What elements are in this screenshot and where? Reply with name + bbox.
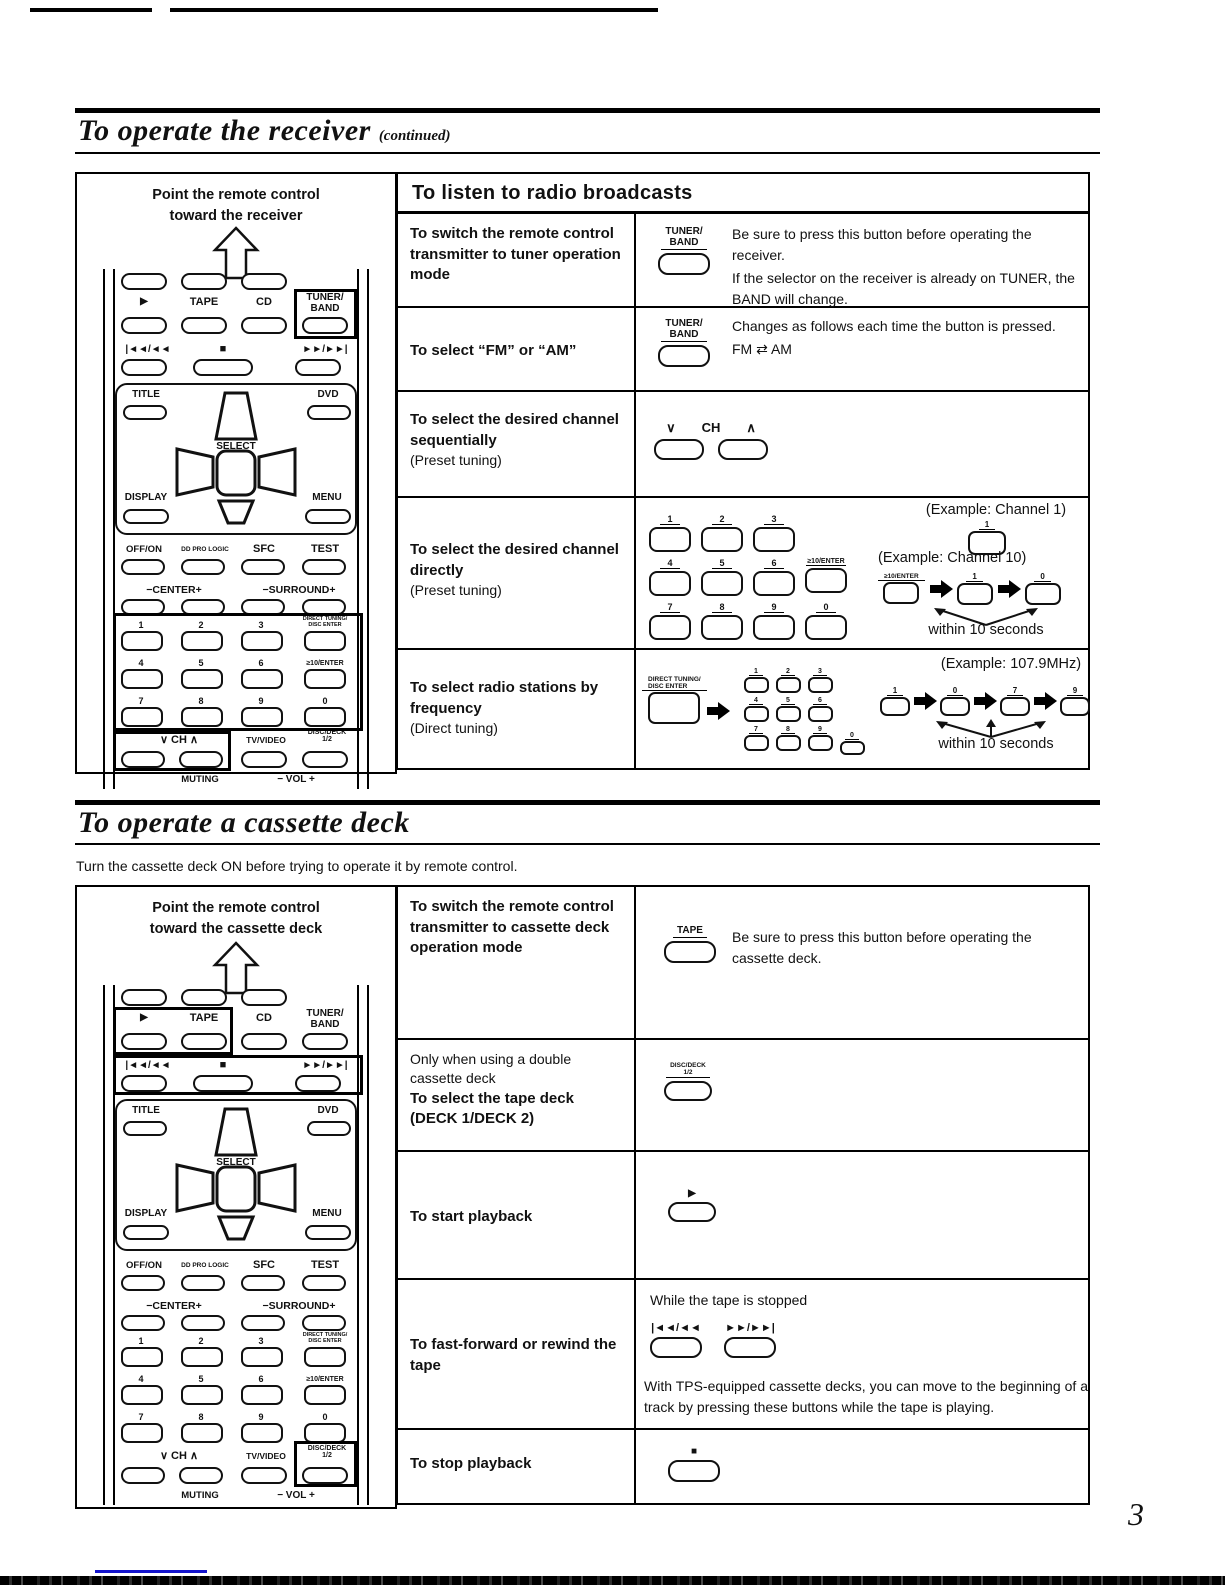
- row-description: Be sure to press this button before operating the receiver. If the selector on the receiver is already on TUNER, the BAND will change.: [732, 226, 1075, 307]
- digit-0-button: [304, 1423, 346, 1443]
- volume-label: − VOL +: [277, 1490, 315, 1501]
- rewind-skip-icon: |◄◄/◄◄: [125, 344, 171, 355]
- row-condition: While the tape is stopped: [650, 1292, 808, 1308]
- row-action: To select the desired channel directly (Preset tuning): [398, 498, 636, 648]
- surround-minus-button: [241, 1315, 285, 1331]
- table-row: [398, 1430, 1088, 1503]
- row-content: [636, 1430, 1088, 1503]
- digit-key: [776, 677, 801, 693]
- section1-title-note: (continued): [378, 128, 451, 144]
- ge10-enter-label: ≥10/ENTER: [306, 660, 344, 667]
- direct-tuning-label: DIRECT TUNING/ DISC ENTER: [302, 1332, 348, 1344]
- dvd-button: [307, 405, 351, 420]
- section2-title: [78, 806, 410, 840]
- rewind-skip-icon: |◄◄/◄◄: [125, 1060, 171, 1071]
- ge10-enter-key: [805, 568, 847, 593]
- block-arrow-icon: [973, 692, 997, 710]
- play-button: [121, 317, 167, 334]
- row-action: To select the desired channel sequentially (Preset tuning): [398, 392, 636, 496]
- select-label: SELECT: [216, 1157, 256, 1168]
- table-row: [398, 1280, 1088, 1430]
- tv-video-button: [241, 1467, 287, 1484]
- channel-highlight-box: [113, 731, 231, 771]
- surround-level-label: −SURROUND+: [262, 1300, 336, 1312]
- remote-button: [181, 989, 227, 1006]
- forward-skip-icon: ►►/►►|: [302, 1060, 348, 1071]
- remote-button: [121, 989, 167, 1006]
- row-action: To fast-forward or rewind the tape: [398, 1280, 636, 1428]
- within-caption: within 10 seconds: [928, 622, 1044, 638]
- remote-button: [241, 989, 287, 1006]
- channel-up-glyph: ∧: [746, 420, 756, 435]
- title-button: [123, 405, 167, 420]
- row-content: [636, 498, 1088, 648]
- digit-2-label: 2: [198, 1336, 204, 1346]
- center-level-label: −CENTER+: [146, 584, 202, 596]
- disc-deck-key: [664, 1062, 712, 1101]
- tape-key-shape: [664, 941, 716, 963]
- ge10-enter-button: [304, 1385, 346, 1405]
- dpad-icon: [173, 389, 299, 529]
- disc-deck-key-shape: [664, 1081, 712, 1101]
- digit-key: [744, 735, 769, 751]
- sfc-label: SFC: [253, 1259, 275, 1271]
- tuner-band-key: [658, 226, 710, 275]
- receiver-remote-panel: [75, 172, 397, 785]
- digit-key: [649, 527, 691, 552]
- surround-plus-button: [302, 1315, 346, 1331]
- scan-artifact-blue-line: [95, 1570, 207, 1573]
- block-arrow-icon: [1033, 692, 1057, 710]
- direct-tuning-button: [304, 1347, 346, 1367]
- digit-key: [701, 615, 743, 640]
- example-caption: (Example: Channel 1): [925, 502, 1067, 518]
- cd-button: [241, 1033, 287, 1050]
- muting-label: MUTING: [181, 1490, 219, 1501]
- off-on-label: OFF/ON: [126, 1260, 162, 1271]
- digit-key: [744, 706, 769, 722]
- surround-level-label: −SURROUND+: [262, 584, 336, 596]
- channel-updown-label: ∨ CH ∧: [159, 1450, 199, 1462]
- scan-artifact-line: [170, 8, 658, 12]
- scan-edge-noise: [0, 1576, 1225, 1585]
- pro-logic-label: DD PRO LOGIC: [181, 546, 229, 553]
- menu-label: MENU: [312, 1208, 342, 1219]
- stop-key-shape: [668, 1460, 720, 1482]
- digit-9-button: [241, 1423, 283, 1443]
- rewind-key: [650, 1322, 702, 1358]
- example-key: 7: [1000, 686, 1030, 716]
- play-tape-highlight-box: [113, 1007, 233, 1055]
- remote-body-edge: [103, 985, 105, 1505]
- forward-key: [724, 1322, 776, 1358]
- numeric-keypad: 1 2 3 4 5 6 ≥10/ENTER 7 8 9 0: [644, 514, 852, 646]
- tape-button: [181, 317, 227, 334]
- stop-key: [668, 1446, 720, 1482]
- digit-6-label: 6: [258, 658, 264, 668]
- page-number: 3: [1128, 1496, 1144, 1532]
- tuner-band-label: TUNER/ BAND: [306, 1008, 344, 1030]
- pro-logic-button: [181, 559, 225, 575]
- digit-9-label: 9: [258, 696, 264, 706]
- digit-2-button: [181, 1347, 223, 1367]
- direct-tuning-key: [642, 676, 707, 724]
- display-button: [123, 509, 169, 524]
- stop-icon: ■: [219, 343, 227, 355]
- select-label: SELECT: [216, 441, 256, 452]
- example-caption: (Example: Channel 10): [878, 550, 1027, 566]
- channel-label: CH: [701, 420, 721, 435]
- tuner-band-key-label: TUNER/ BAND: [661, 226, 706, 250]
- example-key-ge10: ≥10/ENTER: [878, 573, 925, 604]
- remote-button: [181, 273, 227, 290]
- navigation-cluster: [115, 383, 357, 535]
- channel-up-button: [179, 1467, 223, 1484]
- table-row: [398, 214, 1088, 308]
- digit-1-button: [121, 1347, 163, 1367]
- block-arrow-icon: [913, 692, 937, 710]
- digit-key: [701, 571, 743, 596]
- row-content: [636, 650, 1088, 768]
- tape-key: [664, 925, 716, 963]
- cd-label: CD: [256, 296, 272, 308]
- digit-8-button: [181, 1423, 223, 1443]
- forward-button: [295, 359, 341, 376]
- pro-logic-label: DD PRO LOGIC: [181, 1262, 229, 1269]
- tuner-band-label: TUNER/ BAND: [306, 292, 344, 314]
- section1-title: [78, 114, 450, 148]
- play-label: ▶: [140, 1012, 148, 1023]
- sfc-button: [241, 559, 285, 575]
- digit-9-label: 9: [258, 1412, 264, 1422]
- radio-broadcast-table: [396, 172, 1090, 770]
- test-label: TEST: [310, 543, 340, 555]
- volume-label: − VOL +: [277, 774, 315, 785]
- remote-control-diagram: [101, 269, 371, 789]
- section2-intro: Turn the cassette deck ON before trying to operate it by remote control.: [76, 858, 518, 874]
- table-row: [398, 308, 1088, 392]
- play-key-shape: [668, 1202, 716, 1222]
- digit-key: [649, 615, 691, 640]
- digit-key: [840, 741, 865, 755]
- display-button: [123, 1225, 169, 1240]
- tuner-band-key-shape: [658, 345, 710, 367]
- cassette-remote-panel: [75, 885, 397, 1509]
- disc-deck-label: DISC/DECK 1/2: [307, 1445, 347, 1460]
- cd-button: [241, 317, 287, 334]
- panel-caption: Point the remote control toward the cassette deck: [149, 900, 323, 938]
- digit-4-label: 4: [138, 1374, 144, 1384]
- digit-8-label: 8: [198, 696, 204, 706]
- cd-label: CD: [256, 1012, 272, 1024]
- row-action: To switch the remote control transmitter to cassette deck operation mode: [398, 887, 636, 1038]
- center-plus-button: [181, 1315, 225, 1331]
- digit-3-label: 3: [258, 1336, 264, 1346]
- menu-button: [305, 1225, 351, 1240]
- row-action: To start playback: [398, 1152, 636, 1278]
- digit-5-button: [181, 1385, 223, 1405]
- test-label: TEST: [310, 1259, 340, 1271]
- digit-key: [701, 527, 743, 552]
- muting-label: MUTING: [181, 774, 219, 785]
- off-on-label: OFF/ON: [126, 544, 162, 555]
- tape-label: TAPE: [189, 296, 219, 308]
- tape-key-label: TAPE: [673, 925, 707, 938]
- digit-4-label: 4: [138, 658, 144, 668]
- play-key: [668, 1188, 716, 1222]
- section-rule: [75, 152, 1100, 154]
- play-label: ▶: [140, 296, 148, 307]
- rewind-button: [121, 359, 167, 376]
- example-key-1: 1: [957, 572, 993, 605]
- digit-key: [805, 615, 847, 640]
- play-key-label: ▶: [688, 1188, 696, 1199]
- dvd-label: DVD: [317, 389, 339, 400]
- digit-6-button: [241, 1385, 283, 1405]
- digit-key: [808, 677, 833, 693]
- stop-icon: ■: [219, 1059, 227, 1071]
- sfc-label: SFC: [253, 543, 275, 555]
- test-button: [302, 559, 346, 575]
- transport-highlight-box: [113, 1055, 363, 1095]
- remote-diagram-cassette: [101, 985, 371, 1505]
- row-content: [636, 392, 1088, 496]
- tv-video-label: TV/VIDEO: [246, 1451, 286, 1461]
- example-key: 0: [940, 686, 970, 716]
- converge-arrows-icon: [916, 718, 1066, 738]
- direct-tuning-label: DIRECT TUNING/ DISC ENTER: [302, 616, 348, 628]
- digit-key: [753, 527, 795, 552]
- title-button: [123, 1121, 167, 1136]
- remote-button: [121, 273, 167, 290]
- panel-caption: Point the remote control toward the receiver: [152, 187, 320, 225]
- disc-deck-label: DISC/DECK 1/2: [307, 729, 347, 744]
- section1-title-text: To operate the receiver: [78, 114, 371, 147]
- digit-key: [753, 571, 795, 596]
- channel-up-key-shape: [718, 439, 768, 460]
- row-content: [636, 214, 1088, 306]
- digit-7-label: 7: [138, 696, 144, 706]
- digit-key: [808, 735, 833, 751]
- tuner-band-key-label: TUNER/ BAND: [661, 318, 706, 342]
- digit-5-label: 5: [198, 1374, 204, 1384]
- table-row: [398, 1040, 1088, 1152]
- keypad-highlight-box: [113, 613, 363, 731]
- off-on-button: [121, 559, 165, 575]
- stop-button: [193, 359, 253, 376]
- digit-4-button: [121, 1385, 163, 1405]
- row-description: Be sure to press this button before operating the cassette deck.: [732, 929, 1032, 966]
- dvd-button: [307, 1121, 351, 1136]
- rewind-skip-icon: |◄◄/◄◄: [651, 1322, 701, 1334]
- center-level-label: −CENTER+: [146, 1300, 202, 1312]
- block-arrow-icon: [997, 580, 1021, 598]
- block-arrow-icon: [929, 580, 953, 598]
- digit-8-label: 8: [198, 1412, 204, 1422]
- sfc-button: [241, 1275, 285, 1291]
- row-action: To select “FM” or “AM”: [398, 308, 636, 390]
- section-rule: [75, 108, 1100, 113]
- dvd-label: DVD: [317, 1105, 339, 1116]
- digit-key: [744, 677, 769, 693]
- off-on-button: [121, 1275, 165, 1291]
- menu-button: [305, 509, 351, 524]
- display-label: DISPLAY: [124, 492, 168, 503]
- pro-logic-button: [181, 1275, 225, 1291]
- mini-keypad: 1 2 3 4 5 6 7 8 9 0: [740, 668, 868, 755]
- tuner-band-highlight-box: [294, 289, 357, 339]
- title-label: TITLE: [132, 389, 160, 400]
- remote-control-diagram: [101, 985, 371, 1505]
- digit-6-label: 6: [258, 1374, 264, 1384]
- forward-skip-icon: ►►/►►|: [302, 344, 348, 355]
- remote-diagram-receiver: [101, 269, 371, 789]
- digit-3-button: [241, 1347, 283, 1367]
- remote-body-edge: [367, 985, 369, 1505]
- row-action: To switch the remote control transmitter to tuner operation mode: [398, 214, 636, 306]
- row-description: Changes as follows each time the button is pressed. FM ⇄ AM: [732, 318, 1056, 357]
- digit-1-label: 1: [138, 620, 144, 630]
- row-content: [636, 308, 1088, 390]
- disc-deck-button: [302, 751, 348, 768]
- dpad-icon: [173, 1105, 299, 1245]
- cassette-deck-table: [396, 885, 1090, 1505]
- channel-updown-label: ∨ CH ∧: [159, 734, 199, 746]
- table-row: [398, 1152, 1088, 1280]
- section-rule: [75, 843, 1100, 845]
- scan-artifact-line: [30, 8, 152, 12]
- example-key: 9: [1060, 686, 1090, 716]
- digit-0-label: 0: [322, 1412, 328, 1422]
- example-caption: (Example: 107.9MHz): [940, 656, 1082, 672]
- table-row: [398, 887, 1088, 1040]
- tv-video-label: TV/VIDEO: [246, 735, 286, 745]
- tape-label: TAPE: [189, 1012, 219, 1024]
- ge10-enter-label: ≥10/ENTER: [306, 1376, 344, 1383]
- digit-1-label: 1: [138, 1336, 144, 1346]
- digit-key: [776, 735, 801, 751]
- digit-7-button: [121, 1423, 163, 1443]
- example-key-1: 1: [968, 520, 1006, 555]
- table1-header: To listen to radio broadcasts: [398, 174, 1088, 214]
- section2-title-text: To operate a cassette deck: [78, 806, 410, 839]
- digit-3-label: 3: [258, 620, 264, 630]
- example-key-0: 0: [1025, 572, 1061, 605]
- row-content: [636, 887, 1088, 1038]
- direct-tuning-key-label: DIRECT TUNING/ DISC ENTER: [642, 676, 707, 691]
- example-key: 1: [880, 686, 910, 716]
- channel-down-glyph: ∨: [666, 420, 676, 435]
- within-caption: within 10 seconds: [938, 736, 1054, 752]
- disc-deck-key-label: DISC/DECK 1/2: [666, 1062, 710, 1078]
- remote-body-edge: [367, 269, 369, 789]
- tv-video-button: [241, 751, 287, 768]
- display-label: DISPLAY: [124, 1208, 168, 1219]
- remote-body-edge: [103, 269, 105, 789]
- digit-5-label: 5: [198, 658, 204, 668]
- row-content: [636, 1280, 1088, 1428]
- test-button: [302, 1275, 346, 1291]
- forward-key-shape: [724, 1337, 776, 1358]
- stop-key-label: ■: [690, 1446, 698, 1457]
- table-row: [398, 650, 1088, 768]
- digit-2-label: 2: [198, 620, 204, 630]
- section-rule: [75, 800, 1100, 805]
- menu-label: MENU: [312, 492, 342, 503]
- digit-0-label: 0: [322, 696, 328, 706]
- center-minus-button: [121, 1315, 165, 1331]
- table-row: [398, 392, 1088, 498]
- rewind-key-shape: [650, 1337, 702, 1358]
- channel-updown-keys: [654, 420, 768, 460]
- tuner-band-button: [302, 1033, 348, 1050]
- row-content: [636, 1152, 1088, 1278]
- title-label: TITLE: [132, 1105, 160, 1116]
- digit-key: [776, 706, 801, 722]
- row-action: To select radio stations by frequency (Direct tuning): [398, 650, 636, 768]
- row-content: [636, 1040, 1088, 1150]
- block-arrow-icon: [706, 702, 730, 720]
- row-note: With TPS-equipped cassette decks, you can move to the beginning of a track by pressing these buttons while the tape is playing.: [644, 1378, 1088, 1415]
- remote-button: [241, 273, 287, 290]
- digit-key: [649, 571, 691, 596]
- row-action: Only when using a double cassette deck To select the tape deck (DECK 1/DECK 2): [398, 1040, 636, 1150]
- digit-key: [808, 706, 833, 722]
- table-row: [398, 498, 1088, 650]
- navigation-cluster: [115, 1099, 357, 1251]
- channel-down-button: [121, 1467, 165, 1484]
- example-key-sequence: [880, 686, 1090, 716]
- example-key-sequence: [878, 572, 1061, 605]
- tuner-band-key: [658, 318, 710, 367]
- tuner-band-key-shape: [658, 253, 710, 275]
- row-action: To stop playback: [398, 1430, 636, 1503]
- forward-skip-icon: ►►/►►|: [725, 1322, 775, 1334]
- disc-deck-highlight-box: [294, 1441, 357, 1487]
- transport-keys: [650, 1322, 776, 1358]
- channel-down-key-shape: [654, 439, 704, 460]
- digit-key: [753, 615, 795, 640]
- digit-7-label: 7: [138, 1412, 144, 1422]
